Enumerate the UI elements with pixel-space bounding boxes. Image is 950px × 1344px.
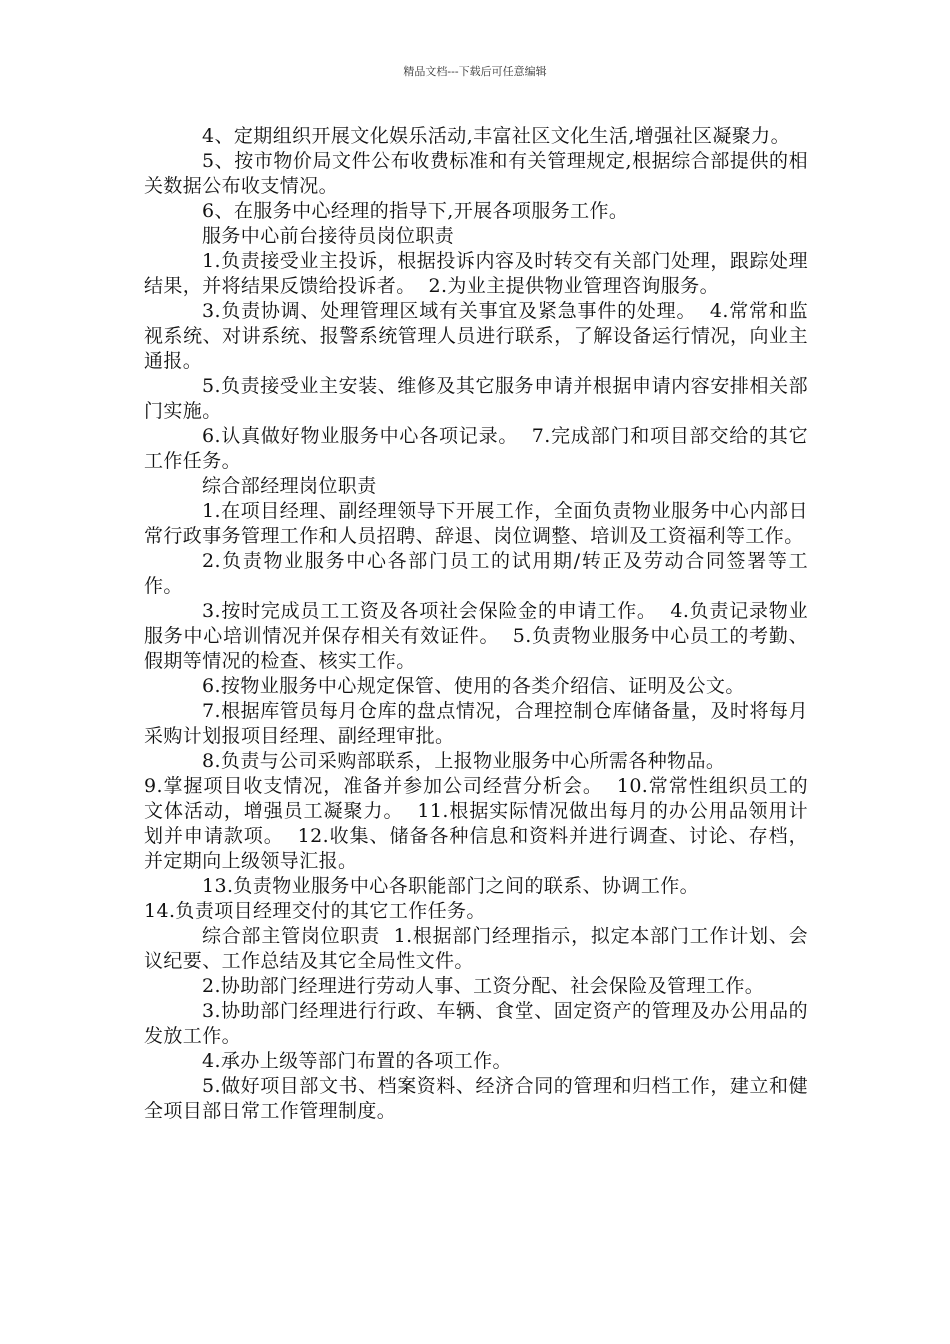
page-header: 精品文档---下载后可任意编辑 (403, 65, 547, 78)
paragraph: 6.认真做好物业服务中心各项记录。 7.完成部门和项目部交给的其它工作任务。 (144, 425, 808, 472)
paragraph: 6、在服务中心经理的指导下,开展各项服务工作。 (202, 200, 629, 222)
paragraph: 3.协助部门经理进行行政、车辆、食堂、固定资产的管理及办公用品的发放工作。 (144, 1000, 808, 1047)
section-heading: 综合部经理岗位职责 (202, 475, 377, 497)
paragraph: 2.负责物业服务中心各部门员工的试用期/转正及劳动合同签署等工作。 (144, 550, 808, 597)
paragraph: 5、按市物价局文件公布收费标准和有关管理规定,根据综合部提供的相关数据公布收支情况。 (144, 150, 808, 197)
paragraph: 3.负责协调、处理管理区域有关事宜及紧急事件的处理。 4.常常和监视系统、对讲系统、报警系统管理人员进行联系，了解设备运行情况，向业主通报。 (144, 300, 808, 372)
paragraph: 5.负责接受业主安装、维修及其它服务申请并根据申请内容安排相关部门实施。 (144, 375, 808, 422)
paragraph: 14.负责项目经理交付的其它工作任务。 (144, 900, 486, 922)
paragraph: 7.根据库管员每月仓库的盘点情况，合理控制仓库储备量，及时将每月采购计划报项目经理、副经理审批。 (144, 700, 808, 747)
paragraph: 3.按时完成员工工资及各项社会保险金的申请工作。 4.负责记录物业服务中心培训情况并保存相关有效证件。 5.负责物业服务中心员工的考勤、假期等情况的检查、核实工作。 (144, 600, 808, 672)
paragraph: 4.承办上级等部门布置的各项工作。 (202, 1050, 512, 1072)
paragraph: 1.负责接受业主投诉，根据投诉内容及时转交有关部门处理，跟踪处理结果，并将结果反馈给投诉者。 2.为业主提供物业管理咨询服务。 (144, 250, 808, 297)
paragraph: 1.在项目经理、副经理领导下开展工作，全面负责物业服务中心内部日常行政事务管理工作和人员招聘、辞退、岗位调整、培训及工资福利等工作。 (144, 500, 808, 547)
paragraph: 2.协助部门经理进行劳动人事、工资分配、社会保险及管理工作。 (202, 975, 765, 997)
paragraph: 6.按物业服务中心规定保管、使用的各类介绍信、证明及公文。 (202, 675, 745, 697)
paragraph: 9.掌握项目收支情况，准备并参加公司经营分析会。 10.常常性组织员工的文体活动，增强员工凝聚力。 11.根据实际情况做出每月的办公用品领用计划并申请款项。 12.收集、储备各种信息和资料并进行调查、讨论、存档，并定期向上级领导汇报。 (144, 775, 808, 872)
paragraph: 13.负责物业服务中心各职能部门之间的联系、协调工作。 (202, 875, 700, 897)
section-heading: 综合部主管岗位职责 1.根据部门经理指示，拟定本部门工作计划、会议纪要、工作总结及其它全局性文件。 (144, 925, 808, 972)
document-body (144, 124, 808, 1124)
paragraph: 4、定期组织开展文化娱乐活动,丰富社区文化生活,增强社区凝聚力。 (202, 125, 790, 147)
paragraph: 5.做好项目部文书、档案资料、经济合同的管理和归档工作，建立和健全项目部日常工作管理制度。 (144, 1075, 808, 1122)
section-heading: 服务中心前台接待员岗位职责 (202, 225, 455, 247)
paragraph: 8.负责与公司采购部联系，上报物业服务中心所需各种物品。 (202, 750, 726, 772)
